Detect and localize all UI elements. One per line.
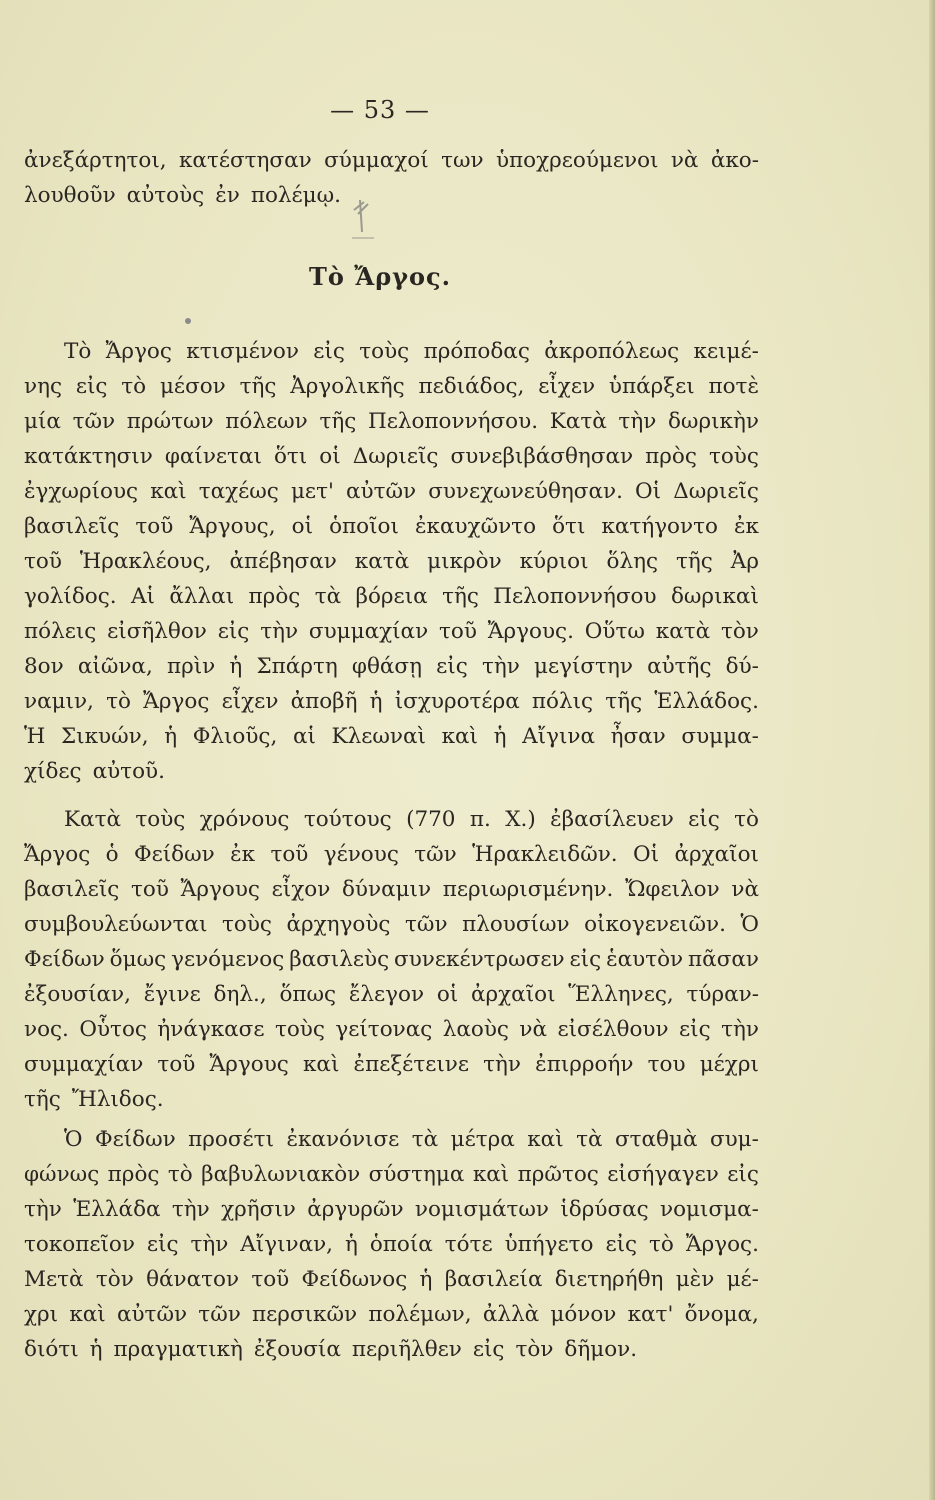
text-line: Ἄργος ὁ Φείδων ἐκ τοῦ γένους τῶν Ἡρακλειδῶν. Οἱ ἀρχαῖοι — [24, 842, 759, 867]
text-line: συμμαχίαν τοῦ Ἄργους καὶ ἐπεξέτεινε τὴν ἐπιρροήν του μέχρι — [24, 1052, 759, 1077]
text-line: ἀνεξάρτητοι, κατέστησαν σύμμαχοί των ὑποχρεούμενοι νὰ ἀκο- — [24, 148, 759, 173]
text-line: Ἡ Σικυών, ἡ Φλιοῦς, αἱ Κλεωναὶ καὶ ἡ Αἴγινα ἦσαν συμμα- — [24, 724, 759, 749]
text-line: χίδες αὐτοῦ. — [24, 759, 165, 784]
text-line: ἐξουσίαν, ἔγινε δηλ., ὅπως ἔλεγον οἱ ἀρχαῖοι Ἕλληνες, τύραν- — [24, 982, 759, 1007]
text-line: πόλεις εἰσῆλθον εἰς τὴν συμμαχίαν τοῦ Ἄργους. Οὕτω κατὰ τὸν — [24, 619, 759, 644]
text-line: βασιλεῖς τοῦ Ἄργους εἶχον δύναμιν περιωρισμένην. Ὤφειλον νὰ — [24, 877, 759, 902]
page-edge — [929, 0, 935, 1500]
text-line: τὴν Ἑλλάδα τὴν χρῆσιν ἀργυρῶν νομισμάτων ἱδρύσας νομισμα- — [24, 1197, 759, 1222]
section-title: Τὸ Ἄργος. — [309, 262, 451, 291]
text-line: Φείδων ὅμως γενόμενος βασιλεὺς συνεκέντρωσεν εἰς ἑαυτὸν πᾶσαν — [24, 947, 759, 972]
paragraph-2 — [24, 802, 759, 1117]
text-line: τῆς Ἤλιδος. — [24, 1087, 164, 1112]
text-line: Μετὰ τὸν θάνατον τοῦ Φείδωνος ἡ βασιλεία διετηρήθη μὲν μέ- — [24, 1267, 759, 1292]
text-line: νης εἰς τὸ μέσον τῆς Ἀργολικῆς πεδιάδος, εἶχεν ὑπάρξει ποτὲ — [24, 374, 759, 399]
paragraph-3 — [24, 1122, 759, 1367]
pencil-annotation — [348, 192, 378, 252]
text-line: ἐγχωρίους καὶ ταχέως μετ' αὐτῶν συνεχωνεύθησαν. Οἱ Δωριεῖς — [24, 479, 759, 504]
text-line: 8ον αἰῶνα, πρὶν ἡ Σπάρτη φθάσῃ εἰς τὴν μεγίστην αὐτῆς δύ- — [24, 654, 759, 679]
text-line: νος. Οὗτος ἠνάγκασε τοὺς γείτονας λαοὺς νὰ εἰσέλθουν εἰς τὴν — [24, 1017, 759, 1042]
text-line: χρι καὶ αὐτῶν τῶν περσικῶν πολέμων, ἀλλὰ μόνον κατ' ὄνομα, — [24, 1302, 759, 1327]
text-line: γολίδος. Αἱ ἄλλαι πρὸς τὰ βόρεια τῆς Πελοποννήσου δωρικαὶ — [24, 584, 759, 609]
text-line: λουθοῦν αὐτοὺς ἐν πολέμῳ. — [24, 183, 342, 208]
text-line: μία τῶν πρώτων πόλεων τῆς Πελοποννήσου. Κατὰ τὴν δωρικὴν — [24, 409, 759, 434]
paragraph-1 — [24, 334, 759, 789]
text-line: Τὸ Ἄργος κτισμένον εἰς τοὺς πρόποδας ἀκροπόλεως κειμέ- — [64, 339, 759, 364]
text-line: τοῦ Ἡρακλέους, ἀπέβησαν κατὰ μικρὸν κύριοι ὅλης τῆς Ἀρ — [24, 549, 759, 574]
text-line: τοκοπεῖον εἰς τὴν Αἴγιναν, ἡ ὁποία τότε ὑπήγετο εἰς τὸ Ἄργος. — [24, 1232, 759, 1257]
text-line: ναμιν, τὸ Ἄργος εἶχεν ἀποβῆ ἡ ἰσχυροτέρα πόλις τῆς Ἑλλάδος. — [24, 689, 759, 714]
text-line: συμβουλεύωνται τοὺς ἀρχηγοὺς τῶν πλουσίων οἰκογενειῶν. Ὁ — [24, 912, 759, 937]
text-line: διότι ἡ πραγματικὴ ἐξουσία περιῆλθεν εἰς τὸν δῆμον. — [24, 1337, 638, 1362]
text-line: Ὁ Φείδων προσέτι ἐκανόνισε τὰ μέτρα καὶ τὰ σταθμὰ συμ- — [64, 1127, 759, 1152]
intro-paragraph — [24, 143, 759, 213]
text-line: φώνως πρὸς τὸ βαβυλωνιακὸν σύστημα καὶ πρῶτος εἰσήγαγεν εἰς — [24, 1162, 759, 1187]
text-line: βασιλεῖς τοῦ Ἄργους, οἱ ὁποῖοι ἐκαυχῶντο ὅτι κατήγοντο ἐκ — [24, 514, 759, 539]
page-number: — 53 — — [330, 96, 430, 124]
text-line: κατάκτησιν φαίνεται ὅτι οἱ Δωριεῖς συνεβιβάσθησαν πρὸς τοὺς — [24, 444, 759, 469]
ink-dot — [185, 318, 191, 324]
text-line: Κατὰ τοὺς χρόνους τούτους (770 π. Χ.) ἐβασίλευεν εἰς τὸ — [64, 807, 759, 832]
